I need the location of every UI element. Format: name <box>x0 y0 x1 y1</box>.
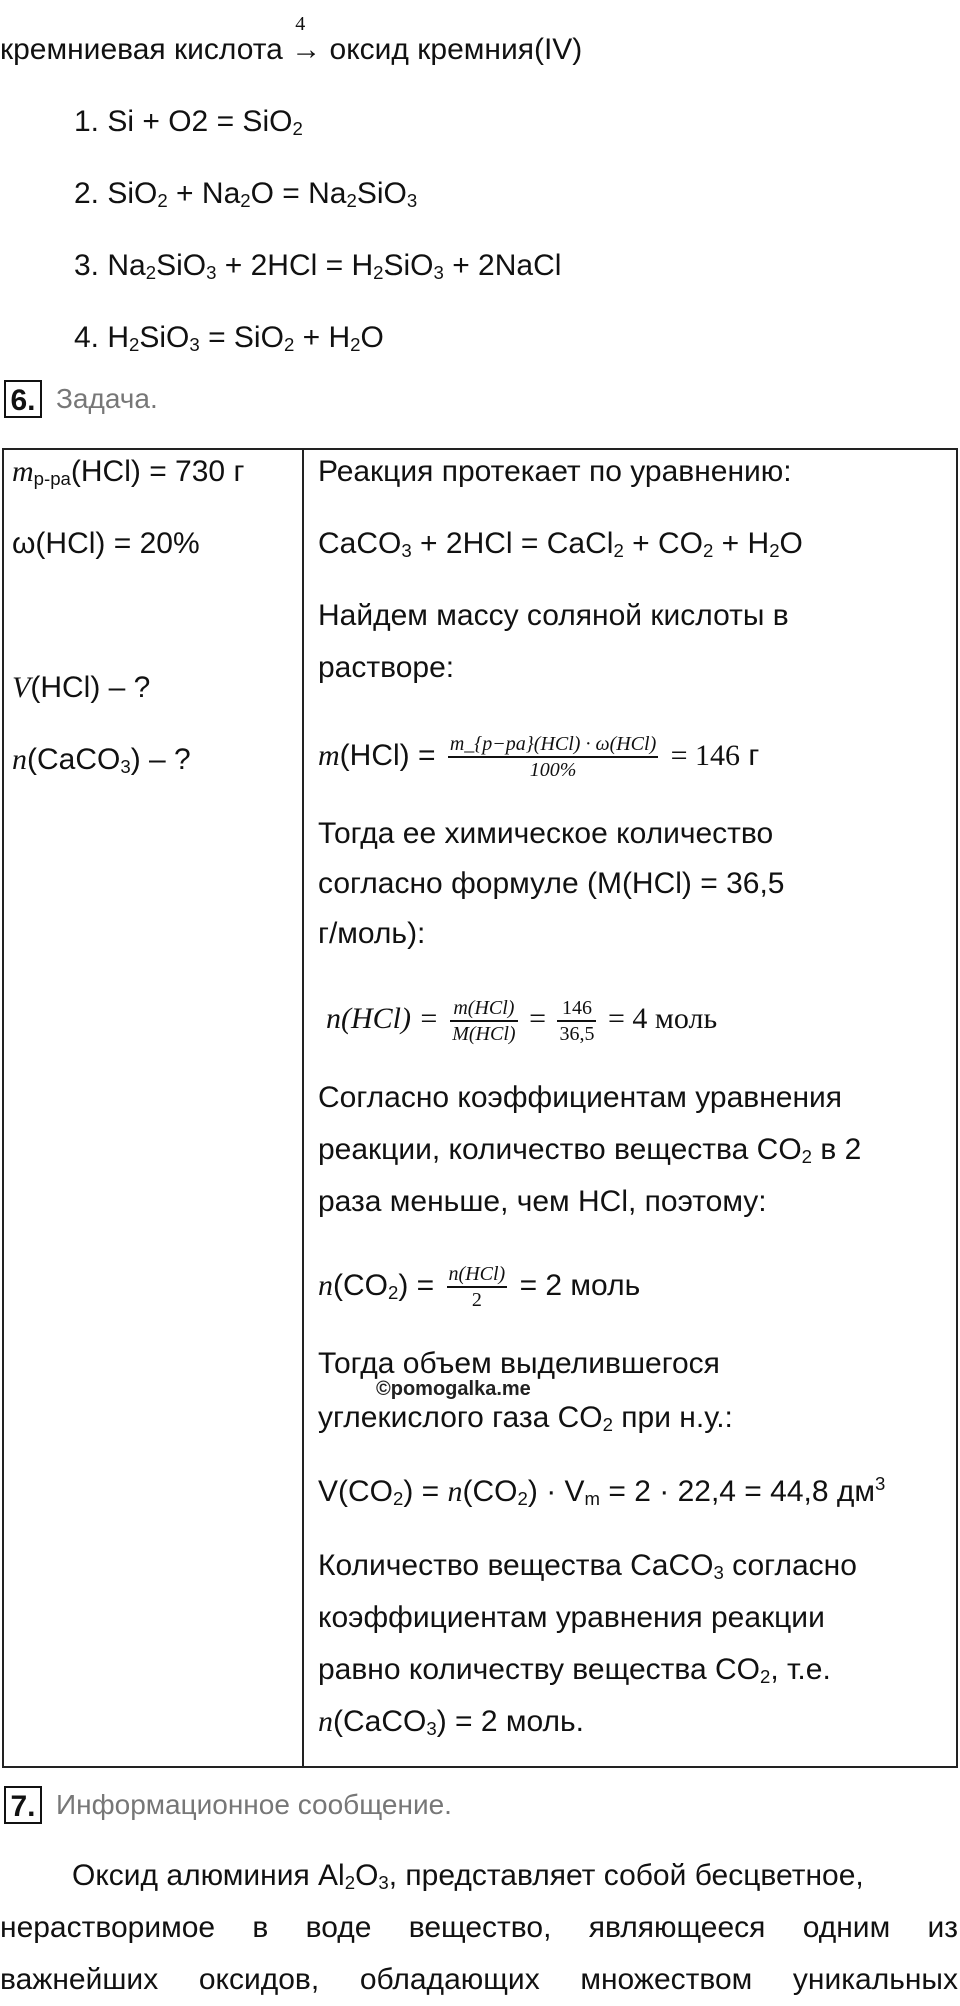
paragraph-line-1: Оксид алюминия $Al_2O_3$, представляет собой бесцветное, <box>72 1859 864 1894</box>
amount-fraction-1: $\frac{\text{m(HCl)}}{\text{M(HCl)}}$ <box>452 997 516 1045</box>
task-6-number: 6. <box>4 380 42 418</box>
formula-amount-co2: $n(CO_2)$ = $\frac{\text{n(HCl)}}{2}$ = 2 моль <box>318 1263 641 1311</box>
step-amount-text-1: Тогда ее химическое количество <box>318 817 774 850</box>
co2-fraction: $\frac{\text{n(HCl)}}{2}$ <box>448 1263 506 1311</box>
formula-mass-hcl: m(HCl) = $\frac{\text{m\_\{p−pa\}(HCl) · ω(HCl)}}{100\%}$ = 146 г <box>318 733 760 781</box>
step-co2-text-1: Согласно коэффициентам уравнения <box>318 1081 843 1114</box>
step-amount-text-3: г/моль): <box>318 917 426 950</box>
solution-intro: Реакция протекает по уравнению: <box>318 455 792 488</box>
task-7-number: 7. <box>4 1786 42 1824</box>
chain-right: оксид кремния(IV) <box>329 33 583 66</box>
watermark-text: ©pomogalka.me <box>376 1378 531 1400</box>
chain-arrow: 4 → <box>291 32 321 68</box>
formula-amount-hcl: n(HCl) = $\frac{\text{m(HCl)}}{\text{M(HCl)}}$ = $\frac{146}{36,5}$ = 4 моль <box>326 997 718 1045</box>
paragraph-line-3: важнейших оксидов, обладающих множеством уникальных <box>0 1963 958 1996</box>
chain-arrow-number: 4 <box>295 13 306 35</box>
equation-3: 3. $Na_2SiO_3 + 2HCl = H_2SiO_3$ + 2NaCl <box>74 249 562 284</box>
find-amount: n(CaCO$_3$) – ? <box>12 743 191 778</box>
table-divider <box>302 448 304 1768</box>
step-volume-text-2: углекислого газа $CO_2$ при н.у.: <box>318 1401 733 1436</box>
task-7-title: Информационное сообщение. <box>56 1789 452 1820</box>
equation-2: 2. $SiO_2 + Na_2O = Na_2SiO_3$ <box>74 177 418 212</box>
step-co2-text-2: реакции, количество вещества $CO_2$ в 2 <box>318 1133 862 1168</box>
step-caco3-text-3: равно количеству вещества $CO_2$, т.е. <box>318 1653 831 1688</box>
task-6-title: Задача. <box>56 383 158 414</box>
paragraph-line-2: нерастворимое в воде вещество, являющееся одним из <box>0 1911 958 1944</box>
step-mass-text-1: Найдем массу соляной кислоты в <box>318 599 789 632</box>
mass-fraction: $\frac{\text{m\_\{p−pa\}(HCl) · ω(HCl)}}{100\%}$ <box>449 733 657 781</box>
step-mass-text-2: растворе: <box>318 651 455 684</box>
step-amount-text-2: согласно формуле (M(HCl) = 36,5 <box>318 867 785 900</box>
step-caco3-text-2: коэффициентам уравнения реакции <box>318 1601 825 1634</box>
step-volume-text-1: Тогда объем выделившегося <box>318 1347 720 1380</box>
step-co2-text-3: раза меньше, чем HCl, поэтому: <box>318 1185 767 1218</box>
step-caco3-text-1: Количество вещества CaCO$_3$ согласно <box>318 1549 857 1584</box>
find-volume: V(HCl) – ? <box>12 671 151 704</box>
equation-1: 1. Si + O2 = SiO$_2$ <box>74 105 303 140</box>
given-mass: $m_{р-ра}(HCl) = 730$ г <box>12 455 245 490</box>
amount-fraction-2: $\frac{146}{36,5}$ <box>559 997 595 1045</box>
chain-left: кремниевая кислота <box>0 33 283 66</box>
equation-4: 4. $H_2SiO_3 = SiO_2 + H_2O$ <box>74 321 384 356</box>
chain-line <box>0 13 583 68</box>
given-fraction: ω(HCl) = 20% <box>12 527 200 560</box>
reaction-equation: CaCO$_3$ + 2HCl = CaCl$_2$ + $CO_2 + H_2O$ <box>318 527 803 562</box>
step-caco3-text-4: n(CaCO$_3$) = 2 моль. <box>318 1705 585 1740</box>
formula-volume-co2: $V(CO_2) = n(CO_2) \cdot V_m = 2 \cdot 22,4 = 44,8$ $дм^3$ <box>318 1472 886 1510</box>
